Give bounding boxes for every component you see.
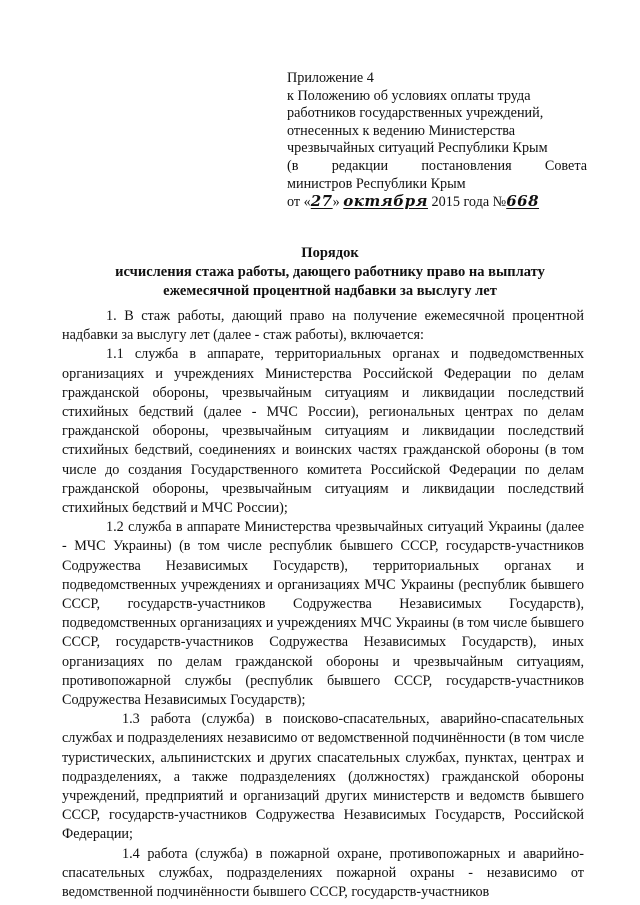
redaction-word: редакции [331,157,389,174]
appendix-number: Приложение 4 [287,70,374,86]
handwritten-day: 27 [310,192,333,211]
appendix-line-redaction [287,158,587,176]
appendix-line: отнесенных к ведению Министерства [287,122,516,139]
appendix-line: министров Республики Крым [287,175,466,192]
redaction-word: (в [287,157,299,174]
paragraph-1-1: 1.1 служба в аппарате, территориальных органах и подведомственных организациях и учреждениях Министерства Российской Федерации по делам гражданской обороны, чрезвычайным ситуациям и ликвидации последствий стихийных бедствий (далее - МЧС России), региональных центрах по делам гражданской обороны, чрезвычайным ситуациям и ликвидации последствий стихийных бедствий, соединениях и воинских частях гражданской обороны (в том числе до создания Государственного комитета Российской Федерации по делам гражданской обороны, чрезвычайным ситуациям и ликвидации последствий стихийных бедствий и МЧС России); [62,346,584,517]
title-line: ежемесячной процентной надбавки за выслугу лет [163,283,497,299]
appendix-header [287,70,587,212]
decree-date-line: от «27» октября 2015 года №668 [287,192,540,211]
title-heading: Порядок [301,245,359,261]
appendix-line: чрезвычайных ситуаций Республики Крым [287,140,548,157]
paragraph-1: 1. В стаж работы, дающий право на получение ежемесячной процентной надбавки за выслугу лет (далее - стаж работы), включается: [62,308,584,344]
appendix-line: к Положению об условиях оплаты труда [287,87,531,104]
date-year: 2015 года № [431,194,507,211]
document-title [60,244,600,301]
appendix-line: работников государственных учреждений, [287,105,544,122]
paragraph-1-3: 1.3 работа (служба) в поисково-спасательных, аварийно-спасательных службах и подразделениях независимо от ведомственной подчинённости (в том числе туристических, альпинистских и других спасательных службах, пунктах, центрах и подразделениях, а также подразделениях (должностях) гражданской обороны учреждений, предприятий и организаций других министерств и ведомств бывшего СССР, государств-участников Содружества Независимых Государств, Российской Федерации; [62,711,584,843]
document-body [62,307,584,902]
handwritten-month: октября [343,192,428,211]
redaction-word: постановления [421,157,512,174]
paragraph-1-4: 1.4 работа (служба) в пожарной охране, противопожарных и аварийно-спасательных службах, подразделениях пожарной охраны - независимо от ведомственной подчинённости бывшего СССР, государств-участников [62,845,584,901]
title-line: исчисления стажа работы, дающего работнику право на выплату [115,264,545,280]
redaction-word: Совета [544,157,588,174]
paragraph-1-2: 1.2 служба в аппарате Министерства чрезвычайных ситуаций Украины (далее - МЧС Украины) (в том числе республик бывшего СССР, государств-участников Содружества Независимых Государств), территориальных органах и подведомственных учреждениях и организациях МЧС Украины (республик бывшего СССР, государств-участников Содружества Независимых Государств), подведомственных организациях и учреждениях МЧС Украины (в том числе бывшего СССР, государств-участников Содружества Независимых Государств), иных организациях по делам гражданской обороны и чрезвычайным ситуациям, противопожарной службы (республик бывшего СССР, государств-участников Содружества Независимых Государств); [62,519,584,709]
handwritten-decree-number: 668 [506,192,540,211]
date-prefix: от « [287,194,311,211]
